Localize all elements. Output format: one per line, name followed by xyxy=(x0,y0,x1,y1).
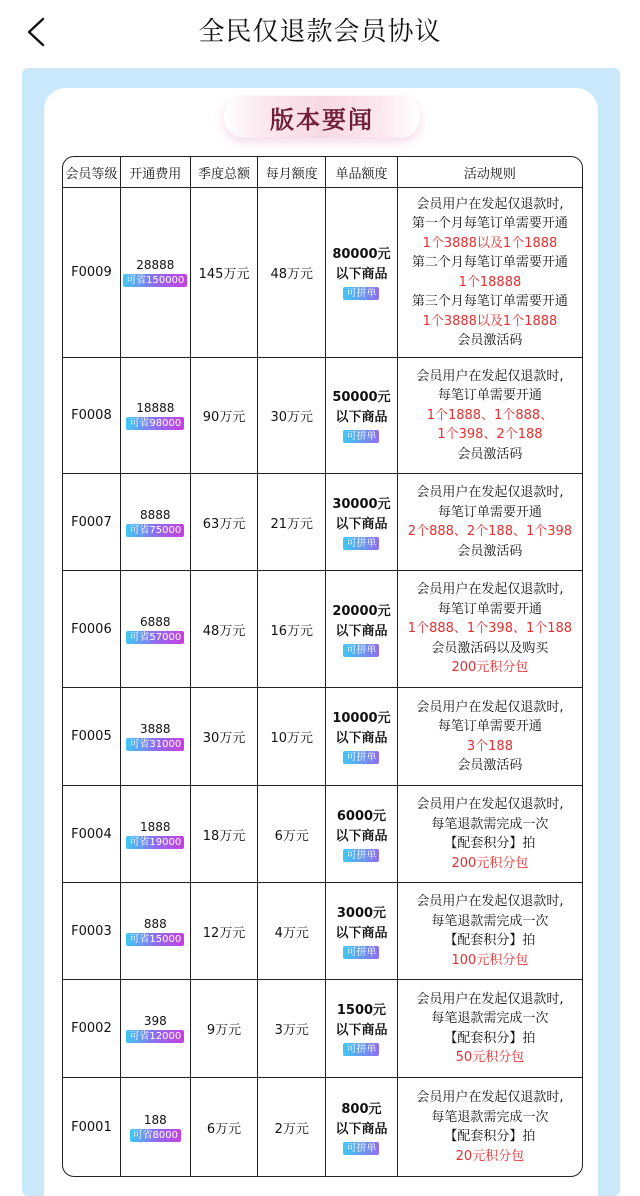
single-cell xyxy=(326,688,398,786)
rule-line: 第二个月每笔订单需要开通 xyxy=(411,255,568,270)
price-value: 18888 xyxy=(136,401,175,415)
table-row xyxy=(63,688,582,786)
price-cell xyxy=(121,571,191,688)
rule-line: 200元积分包 xyxy=(451,855,529,871)
group-buy-badge: 可拼单 xyxy=(343,1142,379,1155)
group-buy-badge: 可拼单 xyxy=(343,849,379,862)
back-button[interactable] xyxy=(18,14,54,50)
rule-line: 每笔退款需完成一次 xyxy=(431,1011,549,1026)
single-limit: 3000元 xyxy=(336,905,387,921)
level-cell: F0002 xyxy=(63,980,121,1078)
quarter-cell: 30万元 xyxy=(191,688,259,786)
single-limit: 10000元 xyxy=(332,711,391,726)
rule-line: 【配套积分】拍 xyxy=(444,1030,536,1046)
single-limit: 1500元 xyxy=(336,1003,387,1018)
rule-line: 会员用户在发起仅退款时, xyxy=(416,485,564,500)
rule-line: 每笔退款需完成一次 xyxy=(431,913,549,929)
single-limit: 80000元 xyxy=(332,247,391,262)
single-cell xyxy=(326,188,398,358)
table-row xyxy=(63,786,582,883)
level-cell: F0006 xyxy=(63,571,121,688)
rule-line: 200元积分包 xyxy=(451,660,529,676)
price-value: 3888 xyxy=(140,722,171,736)
table-row xyxy=(63,571,582,688)
table-row xyxy=(63,358,582,474)
month-cell: 10万元 xyxy=(258,688,326,786)
rule-line: 会员激活码 xyxy=(457,543,523,559)
rule-line: 会员用户在发起仅退款时, xyxy=(416,894,564,909)
rule-line: 每笔订单需要开通 xyxy=(437,601,542,617)
rule-line: 100元积分包 xyxy=(451,952,529,968)
quarter-cell: 12万元 xyxy=(191,883,259,980)
group-buy-badge: 可拼单 xyxy=(343,644,379,657)
table-row xyxy=(63,1078,582,1176)
month-cell: 48万元 xyxy=(258,188,326,358)
save-badge: 可省57000 xyxy=(126,631,184,644)
single-limit: 800元 xyxy=(341,1101,382,1117)
save-badge: 可省98000 xyxy=(126,417,184,430)
rule-line: 会员用户在发起仅退款时, xyxy=(416,797,564,812)
rule-line: 会员用户在发起仅退款时, xyxy=(416,196,564,212)
header-month: 每月额度 xyxy=(258,157,326,188)
single-cell xyxy=(326,1078,398,1176)
table-row xyxy=(63,980,582,1078)
table-header-row xyxy=(63,157,582,188)
membership-table xyxy=(62,156,583,1177)
single-limit-suffix: 以下商品 xyxy=(335,828,388,844)
rules-cell xyxy=(398,474,582,571)
rule-line: 1个3888以及1个1888 xyxy=(422,313,558,329)
single-cell xyxy=(326,571,398,688)
month-cell: 16万元 xyxy=(258,571,326,688)
rules-cell xyxy=(398,571,582,688)
rule-line: 每笔订单需要开通 xyxy=(437,504,542,520)
save-badge: 可省12000 xyxy=(126,1030,184,1043)
price-value: 6888 xyxy=(140,614,171,629)
chevron-left-icon xyxy=(25,17,47,47)
price-cell xyxy=(121,688,191,786)
single-cell xyxy=(326,786,398,883)
rule-line: 会员用户在发起仅退款时, xyxy=(416,1090,564,1105)
save-badge: 可省150000 xyxy=(123,274,187,287)
level-cell: F0009 xyxy=(63,188,121,358)
level-cell: F0001 xyxy=(63,1078,121,1176)
price-value: 398 xyxy=(143,1014,167,1028)
header-level: 会员等级 xyxy=(63,157,121,188)
single-limit: 30000元 xyxy=(332,496,391,512)
rules-cell xyxy=(398,1078,582,1176)
rules-cell xyxy=(398,980,582,1078)
group-buy-badge: 可拼单 xyxy=(343,946,379,959)
group-buy-badge: 可拼单 xyxy=(343,430,379,443)
single-limit-suffix: 以下商品 xyxy=(335,267,388,282)
content-panel xyxy=(22,68,620,1196)
rule-line: 会员用户在发起仅退款时, xyxy=(416,368,564,384)
save-badge: 可省31000 xyxy=(126,738,184,751)
month-cell: 6万元 xyxy=(258,786,326,883)
price-cell xyxy=(121,980,191,1078)
save-badge: 可省75000 xyxy=(126,524,184,537)
rule-line: 每笔退款需完成一次 xyxy=(431,816,549,832)
price-cell xyxy=(121,786,191,883)
single-cell xyxy=(326,980,398,1078)
level-cell: F0007 xyxy=(63,474,121,571)
single-cell xyxy=(326,474,398,571)
price-cell xyxy=(121,883,191,980)
rules-cell xyxy=(398,688,582,786)
single-limit-suffix: 以下商品 xyxy=(335,731,388,746)
level-cell: F0008 xyxy=(63,358,121,474)
rule-line: 【配套积分】拍 xyxy=(444,1129,536,1144)
rule-line: 1个888、1个398、1个188 xyxy=(407,621,573,637)
rule-line: 20元积分包 xyxy=(455,1148,525,1164)
top-bar xyxy=(0,0,640,64)
rules-cell xyxy=(398,358,582,474)
table-row xyxy=(63,474,582,571)
price-value: 28888 xyxy=(136,258,175,272)
quarter-cell: 9万元 xyxy=(191,980,259,1078)
rule-line: 会员激活码 xyxy=(457,333,523,348)
rule-line: 会员用户在发起仅退款时, xyxy=(416,699,564,715)
rule-line: 会员用户在发起仅退款时, xyxy=(416,991,564,1007)
rule-line: 2个888、2个188、1个398 xyxy=(407,524,573,539)
price-cell xyxy=(121,1078,191,1176)
rule-line: 1个1888、1个888、 xyxy=(426,407,554,423)
single-cell xyxy=(326,883,398,980)
month-cell: 30万元 xyxy=(258,358,326,474)
header-rules: 活动规则 xyxy=(398,157,582,188)
quarter-cell: 18万元 xyxy=(191,786,259,883)
header-quarter: 季度总额 xyxy=(191,157,259,188)
save-badge: 可省19000 xyxy=(126,836,184,849)
month-cell: 4万元 xyxy=(258,883,326,980)
single-limit: 50000元 xyxy=(332,390,391,405)
single-limit-suffix: 以下商品 xyxy=(335,516,388,532)
rule-line: 第一个月每笔订单需要开通 xyxy=(411,216,568,231)
rule-line: 1个18888 xyxy=(458,274,522,290)
table-row xyxy=(63,188,582,358)
month-cell: 3万元 xyxy=(258,980,326,1078)
price-cell xyxy=(121,188,191,358)
level-cell: F0004 xyxy=(63,786,121,883)
single-limit-suffix: 以下商品 xyxy=(335,623,388,639)
price-cell xyxy=(121,474,191,571)
rule-line: 会员激活码以及购买 xyxy=(431,640,549,656)
month-cell: 2万元 xyxy=(258,1078,326,1176)
quarter-cell: 6万元 xyxy=(191,1078,259,1176)
single-limit-suffix: 以下商品 xyxy=(335,1023,388,1038)
rule-line: 【配套积分】拍 xyxy=(444,836,536,851)
header-single: 单品额度 xyxy=(326,157,398,188)
group-buy-badge: 可拼单 xyxy=(343,537,379,550)
rule-line: 50元积分包 xyxy=(455,1050,525,1065)
header-price: 开通费用 xyxy=(121,157,191,188)
save-badge: 可省15000 xyxy=(126,933,184,946)
quarter-cell: 63万元 xyxy=(191,474,259,571)
price-value: 888 xyxy=(143,916,167,931)
rule-line: 会员激活码 xyxy=(457,758,523,773)
group-buy-badge: 可拼单 xyxy=(343,751,379,764)
rule-line: 3个188 xyxy=(466,738,513,754)
quarter-cell: 48万元 xyxy=(191,571,259,688)
month-cell: 21万元 xyxy=(258,474,326,571)
single-limit-suffix: 以下商品 xyxy=(335,410,388,425)
rule-line: 第三个月每笔订单需要开通 xyxy=(411,294,568,309)
rule-line: 1个398、2个188 xyxy=(437,427,543,443)
quarter-cell: 90万元 xyxy=(191,358,259,474)
quarter-cell: 145万元 xyxy=(191,188,259,358)
rule-line: 会员激活码 xyxy=(457,446,523,462)
single-limit: 6000元 xyxy=(336,808,387,824)
save-badge: 可省8000 xyxy=(130,1129,181,1142)
rule-line: 会员用户在发起仅退款时, xyxy=(416,582,564,598)
level-cell: F0005 xyxy=(63,688,121,786)
page-title: 全民仅退款会员协议 xyxy=(198,17,442,47)
single-limit: 20000元 xyxy=(332,603,391,619)
rule-line: 1个3888以及1个1888 xyxy=(422,235,558,251)
rules-cell xyxy=(398,188,582,358)
price-value: 188 xyxy=(143,1112,167,1127)
rule-line: 【配套积分】拍 xyxy=(444,933,536,948)
rules-cell xyxy=(398,786,582,883)
single-cell xyxy=(326,358,398,474)
rules-cell xyxy=(398,883,582,980)
single-limit-suffix: 以下商品 xyxy=(335,925,388,941)
table-row xyxy=(63,883,582,980)
price-cell xyxy=(121,358,191,474)
agreement-card xyxy=(44,88,598,1196)
group-buy-badge: 可拼单 xyxy=(343,1043,379,1056)
level-cell: F0003 xyxy=(63,883,121,980)
rule-line: 每笔退款需完成一次 xyxy=(431,1109,549,1125)
group-buy-badge: 可拼单 xyxy=(343,287,379,300)
single-limit-suffix: 以下商品 xyxy=(335,1121,388,1137)
price-value: 1888 xyxy=(140,819,171,834)
price-value: 8888 xyxy=(140,507,171,522)
rule-line: 每笔订单需要开通 xyxy=(437,388,542,404)
rule-line: 每笔订单需要开通 xyxy=(437,719,542,734)
section-title: 版本要闻 xyxy=(224,96,420,138)
